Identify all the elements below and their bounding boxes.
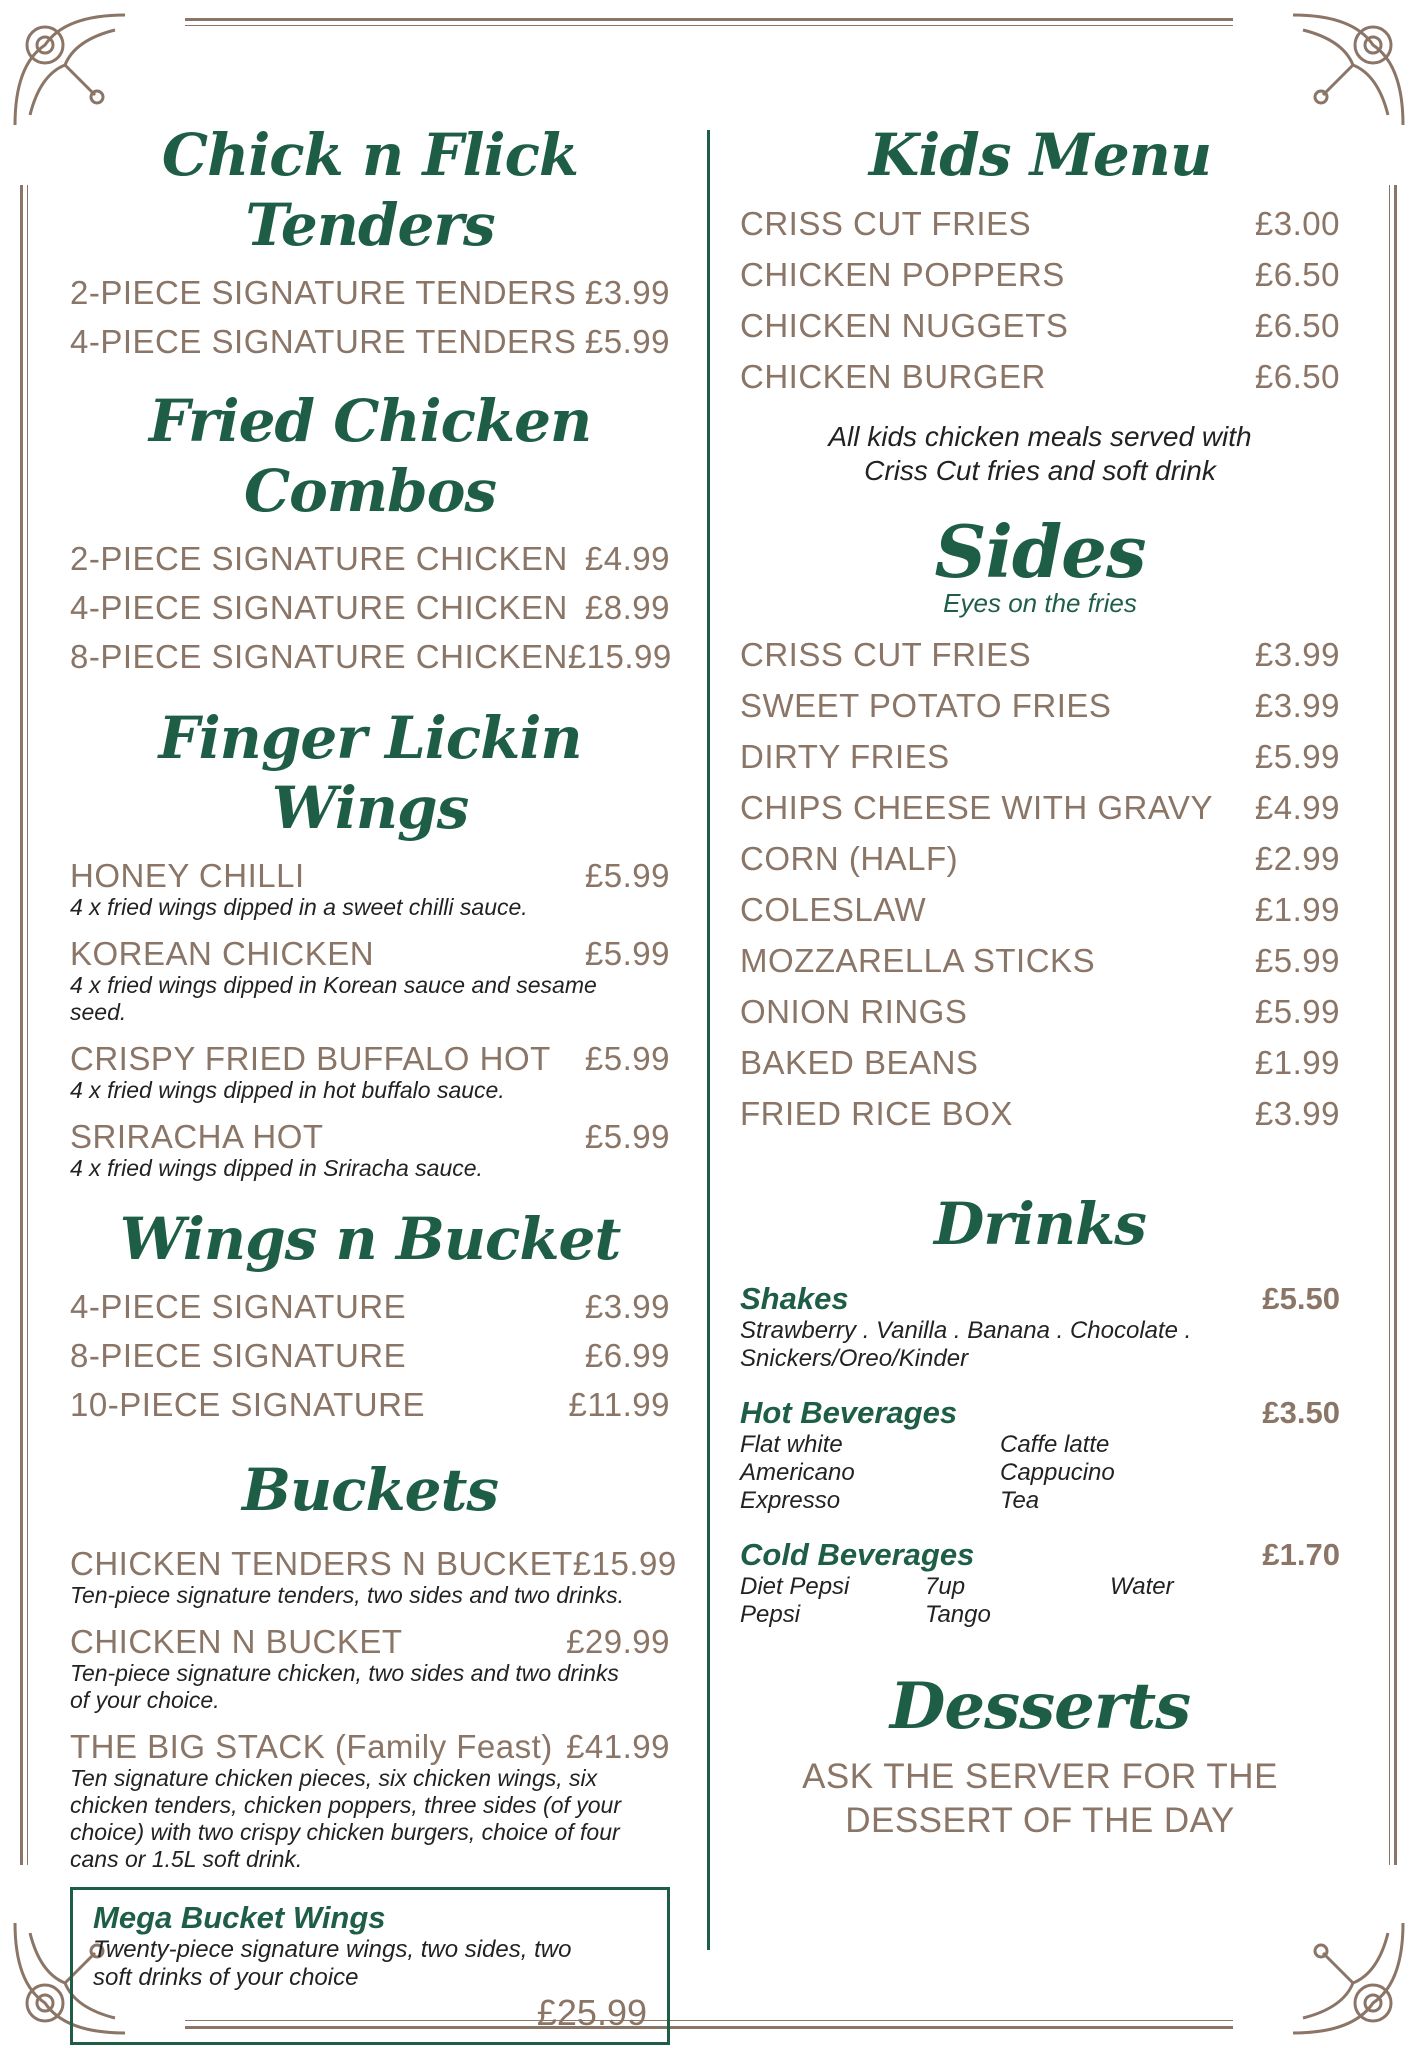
item-price: £3.99 (584, 274, 670, 311)
menu-item (740, 680, 1340, 731)
menu-item (70, 1380, 670, 1429)
item-name: 8-PIECE SIGNATURE CHICKEN (70, 638, 568, 675)
menu-item (70, 1282, 670, 1331)
section-title-wings-bucket: Wings n Bucket (119, 1205, 621, 1273)
drink-item: Cappucino (1000, 1459, 1115, 1486)
drink-item: Water (1110, 1573, 1174, 1600)
dessert-line2: DESSERT OF THE DAY (845, 1801, 1235, 1840)
item-price: £4.99 (584, 540, 670, 577)
menu-item (70, 929, 670, 1026)
menu-item (70, 1539, 677, 1609)
item-name: CHIPS CHEESE WITH GRAVY (740, 789, 1213, 826)
menu-item (70, 534, 670, 583)
menu-item (740, 986, 1340, 1037)
item-name: CHICKEN BURGER (740, 358, 1046, 395)
item-name: 4-PIECE SIGNATURE CHICKEN (70, 589, 568, 626)
item-name: 2-PIECE SIGNATURE CHICKEN (70, 540, 568, 577)
menu-item (740, 300, 1340, 351)
dessert-line1: ASK THE SERVER FOR THE (802, 1757, 1278, 1796)
top-border (185, 18, 1233, 21)
drink-item: Tango (925, 1601, 991, 1628)
item-description: Ten-piece signature chicken, two sides and two drinks of your choice. (70, 1660, 619, 1713)
drink-item: Expresso (740, 1487, 841, 1514)
left-border (20, 185, 23, 1865)
menu-item (740, 782, 1340, 833)
menu-item (740, 1088, 1340, 1139)
section-title-wings: Finger Lickin Wings (158, 704, 582, 842)
item-description: Ten signature chicken pieces, six chicken wings, six chicken tenders, chicken poppers, three sides (of your choice) with two crispy chicken burgers, choice of four cans or 1.5L soft drink. (70, 1765, 622, 1872)
menu-item (70, 1112, 670, 1182)
kids-list (740, 198, 1340, 402)
item-name: THE BIG STACK (Family Feast) (70, 1728, 553, 1765)
menu-item (70, 851, 670, 921)
mega-price: £25.99 (536, 1992, 647, 2033)
item-name: CHICKEN N BUCKET (70, 1623, 403, 1660)
item-name: BAKED BEANS (740, 1044, 979, 1081)
item-price: £5.99 (1254, 738, 1340, 775)
section-title-combos: Fried Chicken Combos (148, 387, 592, 525)
menu-item (740, 884, 1340, 935)
drink-item: Caffe latte (1000, 1431, 1110, 1458)
menu-item (70, 1331, 670, 1380)
item-price: £3.00 (1254, 205, 1340, 242)
kids-note-line2: Criss Cut fries and soft drink (864, 455, 1216, 486)
item-name: CHICKEN POPPERS (740, 256, 1065, 293)
item-name: CRISS CUT FRIES (740, 205, 1032, 242)
section-title-buckets: Buckets (241, 1456, 499, 1524)
item-price: £29.99 (566, 1623, 670, 1660)
menu-item (70, 268, 670, 317)
top-border-inner (185, 25, 1233, 26)
item-name: 4-PIECE SIGNATURE (70, 1288, 407, 1325)
kids-note (740, 420, 1340, 488)
item-name: SWEET POTATO FRIES (740, 687, 1112, 724)
item-price: £5.99 (584, 323, 670, 360)
item-description: Ten-piece signature tenders, two sides and two drinks. (70, 1582, 625, 1608)
drink-item: Pepsi (740, 1601, 801, 1628)
item-price: £6.50 (1254, 307, 1340, 344)
hot-list (740, 1431, 1340, 1515)
corner-ornament-bottom-right (1283, 1913, 1413, 2043)
item-name: 10-PIECE SIGNATURE (70, 1386, 425, 1423)
menu-item (740, 198, 1340, 249)
left-border-inner (27, 185, 28, 1865)
menu-item (70, 583, 670, 632)
item-name: CRISPY FRIED BUFFALO HOT (70, 1040, 551, 1077)
item-name: FRIED RICE BOX (740, 1095, 1013, 1132)
item-name: CHICKEN NUGGETS (740, 307, 1069, 344)
drink-item: Flat white (740, 1431, 843, 1458)
cold-list (740, 1573, 1340, 1629)
item-name: HONEY CHILLI (70, 857, 305, 894)
menu-item (70, 1034, 670, 1104)
item-price: £5.99 (584, 1118, 670, 1155)
tenders-list (70, 268, 670, 366)
sides-tagline: Eyes on the fries (943, 588, 1137, 618)
section-title-desserts: Desserts (889, 1669, 1191, 1744)
shakes-label: Shakes (740, 1281, 849, 1316)
menu-item (740, 1037, 1340, 1088)
drink-item: Americano (740, 1459, 855, 1486)
buckets-list (70, 1539, 677, 1873)
item-name: CHICKEN TENDERS N BUCKET (70, 1545, 573, 1582)
menu-item (740, 249, 1340, 300)
menu-item (740, 731, 1340, 782)
item-price: £1.99 (1254, 891, 1340, 928)
menu-item (740, 629, 1340, 680)
mega-title: Mega Bucket Wings (93, 1900, 386, 1935)
corner-ornament-top-right (1283, 5, 1413, 135)
hot-price: £3.50 (1262, 1395, 1340, 1430)
item-name: CRISS CUT FRIES (740, 636, 1032, 673)
item-description: 4 x fried wings dipped in a sweet chilli sauce. (70, 894, 528, 920)
cold-label: Cold Beverages (740, 1537, 975, 1572)
item-price: £3.99 (1254, 636, 1340, 673)
item-name: MOZZARELLA STICKS (740, 942, 1096, 979)
item-price: £5.99 (1254, 993, 1340, 1030)
item-name: KOREAN CHICKEN (70, 935, 375, 972)
left-column (70, 120, 677, 2045)
dessert-note (740, 1755, 1340, 1843)
item-price: £6.99 (584, 1337, 670, 1374)
drink-item: Tea (1000, 1487, 1040, 1514)
item-description: 4 x fried wings dipped in Sriracha sauce. (70, 1155, 483, 1181)
item-price: £3.99 (1254, 1095, 1340, 1132)
right-column (740, 120, 1340, 1843)
shakes-line2: Snickers/Oreo/Kinder (740, 1345, 969, 1372)
hot-beverages-block (740, 1395, 1340, 1515)
drink-item (1110, 1601, 1295, 1629)
section-title-drinks: Drinks (934, 1190, 1146, 1258)
wings-list (70, 851, 670, 1182)
item-price: £5.99 (584, 1040, 670, 1077)
item-price: £3.99 (1254, 687, 1340, 724)
item-name: SRIRACHA HOT (70, 1118, 324, 1155)
item-price: £1.99 (1254, 1044, 1340, 1081)
corner-ornament-top-left (5, 5, 135, 135)
sides-list (740, 629, 1340, 1139)
item-price: £4.99 (1254, 789, 1340, 826)
column-divider (707, 130, 710, 1950)
item-name: 4-PIECE SIGNATURE TENDERS (70, 323, 577, 360)
right-border-inner (1389, 185, 1390, 1865)
menu-item (70, 632, 670, 681)
item-description: 4 x fried wings dipped in hot buffalo sauce. (70, 1077, 505, 1103)
menu-item (70, 1722, 670, 1873)
item-price: £15.99 (567, 638, 672, 675)
drink-item: 7up (925, 1573, 966, 1600)
item-price: £2.99 (1254, 840, 1340, 877)
item-price: £11.99 (568, 1386, 670, 1423)
item-price: £6.50 (1254, 256, 1340, 293)
shakes-price: £5.50 (1262, 1281, 1340, 1316)
kids-note-line1: All kids chicken meals served with (828, 421, 1252, 452)
item-name: 2-PIECE SIGNATURE TENDERS (70, 274, 577, 311)
mega-bucket-box (70, 1887, 670, 2045)
item-price: £5.99 (584, 935, 670, 972)
item-price: £3.99 (584, 1288, 670, 1325)
item-price: £8.99 (584, 589, 670, 626)
item-name: CORN (HALF) (740, 840, 959, 877)
item-name: ONION RINGS (740, 993, 968, 1030)
shakes-line1: Strawberry . Vanilla . Banana . Chocolate . (740, 1317, 1192, 1344)
section-title-kids: Kids Menu (868, 121, 1212, 189)
right-border (1394, 185, 1397, 1865)
item-price: £5.99 (1254, 942, 1340, 979)
item-name: 8-PIECE SIGNATURE (70, 1337, 407, 1374)
combos-list (70, 534, 670, 681)
menu-item (70, 317, 670, 366)
item-price: £6.50 (1254, 358, 1340, 395)
hot-label: Hot Beverages (740, 1395, 958, 1430)
shakes-block (740, 1281, 1340, 1373)
menu-item (70, 1617, 670, 1714)
mega-description: Twenty-piece signature wings, two sides, two soft drinks of your choice (93, 1936, 572, 1991)
item-name: DIRTY FRIES (740, 738, 950, 775)
menu-item (740, 833, 1340, 884)
menu-item (740, 935, 1340, 986)
cold-beverages-block (740, 1537, 1340, 1629)
section-title-tenders: Chick n Flick Tenders (161, 121, 579, 259)
item-name: COLESLAW (740, 891, 927, 928)
menu-item (740, 351, 1340, 402)
drink-item: Diet Pepsi (740, 1573, 850, 1600)
item-price: £15.99 (572, 1545, 677, 1582)
item-price: £5.99 (584, 857, 670, 894)
item-description: 4 x fried wings dipped in Korean sauce and sesame seed. (70, 972, 597, 1025)
wings-bucket-list (70, 1282, 670, 1429)
section-title-sides: Sides (934, 509, 1146, 594)
cold-price: £1.70 (1262, 1537, 1340, 1572)
item-price: £41.99 (566, 1728, 670, 1765)
